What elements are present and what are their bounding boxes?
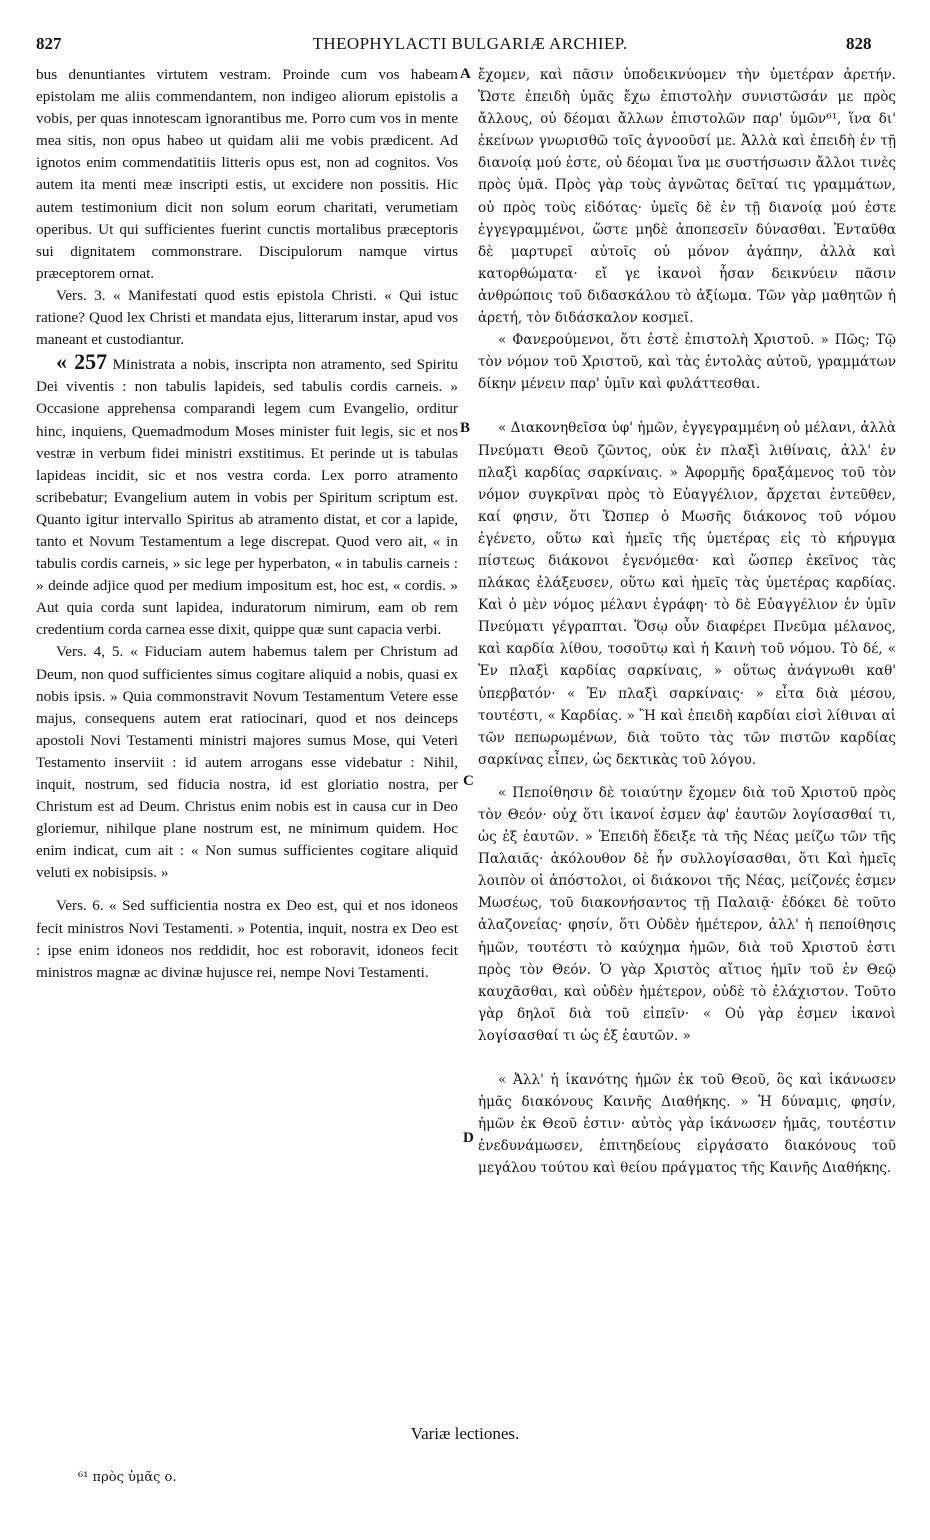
latin-paragraph-1: bus denuntiantes virtutem vestram. Proinde cum vos habeam epistolam me aliis commendantem, non indigeo aliorum epistolis a vobis, per quas innotescam ignorantibus me. Porro cum vos in mente mea sitis, non opus habeo ut quidam alii me vobis prædicent. Ad ignotos enim commendatitiis litteris opus est, non ad cognitos. Vos autem ita menti meæ inscripti estis, ut excidere non possitis. Hic autem testimonium dicit non solum eorum charitati, verumetiam operibus. Ut qui sufficientes fuerint cunctis mortalibus præceptoris sui dignitatem commonstrare. Discipulorum namque virtus præceptorem ornat. <box>36 66 458 282</box>
column-number-257: « 257 <box>56 349 108 375</box>
latin-paragraph-2: Vers. 3. « Manifestati quod estis epistola Christi. « Qui istuc ratione? Quod lex Christi et mandata ejus, litterarum instar, apud vos maneant et custodiantur. <box>36 286 458 349</box>
greek-column <box>478 64 896 1180</box>
variae-lectiones-heading: Variæ lectiones. <box>410 1424 520 1443</box>
page-number-right: 828 <box>846 34 872 53</box>
greek-paragraph-4: « Πεποίθησιν δὲ τοιαύτην ἔχομεν διὰ τοῦ Χριστοῦ πρὸς τὸν Θεόν· οὐχ ὅτι ἱκανοί ἐσμεν ἀφ' ἑαυτῶν λογίσασθαί τι, ὡς ἐξ ἑαυτῶν. » Ἐπειδὴ ἔδειξε τὰ τῆς Νέας μείζω τῶν τῆς Παλαιᾶς· ἀκόλουθον δὲ ἦν συλλογίσασθαι, ὅτι Καὶ ἡμεῖς λοιπὸν οἱ ἀπόστολοι, οἱ διάκονοι τῆς Νέας, μείζονές ἐσμεν Μωσέως, τοῦ διακονήσαντος τῇ Παλαιᾷ· ἐδόκει δὲ τοῦτο ἀλαζονείας· φησίν, ὅτι Οὐδὲν ἡμέτερον, ἀλλ' ἡ πεποίθησις ἡμῶν, τουτέστι τὸ καύχημα ἡμῶν, διὰ τοῦ Χριστοῦ ἐστι πρὸς τὸν Θεόν. Ὁ γὰρ Χριστὸς αἴτιος ἡμῖν τοῦ ἐν Θεῷ καυχᾶσθαι, καὶ οὐδὲν ἡμέτερον, οὐδὲ τὸ ἐλάχιστον. Τοῦτο γὰρ δηλοῖ διὰ τοῦ εἰπεῖν· « Οὐ γὰρ ἐσμεν ἱκανοὶ λογίσασθαί τι ὡς ἐξ ἑαυτῶν. » <box>478 784 896 1044</box>
greek-paragraph-1: ἔχομεν, καὶ πᾶσιν ὑποδεικνύομεν τὴν ὑμετέραν ἀρετήν. Ὥστε ἐπειδὴ ὑμᾶς ἔχω ἐπιστολὴν συνιστῶσάν με πρὸς ἄλλους, οὐ δέομαι ἄλλων ἐπιστολῶν παρ' ὑμῶν⁶¹, ἵνα δι' ἐκείνων γνωρισθῶ τοῖς ἀγνοοῦσί με. Ἀλλὰ καὶ ἐπειδὴ ἐν τῇ διανοίᾳ μού ἐστε, οὐ δέομαι ἵνα με συστήσωσιν ἄλλοι τινὲς πρὸς ὑμᾶ. Πρὸς γὰρ τοὺς ἀγνῶτας δεῖταί τις γραμμάτων, οὐ πρὸς τοὺς εἰδότας· ὑμεῖς δὲ ἐν τῇ διανοίᾳ μού ἐστε ἐγγεγραμμένοι, ὥστε μηδὲ ἀποπεσεῖν δύνασθαι. Ἐνταῦθα δὲ μαρτυρεῖ αὐτοῖς οὐ μόνον ἀγάπην, ἀλλὰ καὶ κατορθώματα· εἴ γε ἱκανοὶ ἦσαν δεικνύειν πᾶσιν ἀνθρώποις τοῦ διδασκάλου τὸ ἀξίωμα. Τῶν γὰρ μαθητῶν ἡ ἀρετή, τὸν διδάσκαλον κοσμεῖ. <box>478 67 896 327</box>
running-title: THEOPHYLACTI BULGARIÆ ARCHIEP. <box>312 34 628 53</box>
greek-paragraph-2: « Φανερούμενοι, ὅτι ἐστὲ ἐπιστολὴ Χριστοῦ. » Πῶς; Τῷ τὸν νόμον τοῦ Χριστοῦ, καὶ τὰς ἐντολὰς αὐτοῦ, γραμμάτων δίκην μένειν παρ' ὑμῖν καὶ φυλάττεσθαι. <box>478 332 896 393</box>
page-number-left: 827 <box>36 34 62 53</box>
greek-paragraph-5: « Ἀλλ' ἡ ἱκανότης ἡμῶν ἐκ τοῦ Θεοῦ, ὃς καὶ ἱκάνωσεν ἡμᾶς διακόνους Καινῆς Διαθήκης. » Ἡ δύναμις, φησίν, ἡμῶν ἐκ Θεοῦ ἐστιν· αὐτὸς γὰρ ἱκάνωσεν ἡμᾶς, τουτέστιν ἐνεδυνάμωσεν, ἐπιτηδείους εἰργάσατο διακόνους τοῦ μεγάλου τούτου καὶ θείου πράγματος τῆς Καινῆς Διαθήκης. <box>478 1072 896 1177</box>
margin-marker-a: A <box>460 66 471 82</box>
footnote: ⁶¹ πρὸς ὑμᾶς ο. <box>78 1470 177 1485</box>
latin-paragraph-3 <box>36 351 458 641</box>
margin-marker-c: C <box>463 773 474 789</box>
margin-marker-d: D <box>463 1130 474 1146</box>
latin-column <box>36 64 458 984</box>
greek-paragraph-3: « Διακονηθεῖσα ὑφ' ἡμῶν, ἐγγεγραμμένη οὐ μέλανι, ἀλλὰ Πνεύματι Θεοῦ ζῶντος, οὐκ ἐν πλαξὶ λιθίναις, ἀλλ' ἐν πλαξὶ καρδίας σαρκίναις. » Ἀφορμῆς δραξάμενος τοῦ τὸν νόμον συγκρῖναι πρὸς τὸ Εὐαγγέλιον, ἄρχεται ἐντεῦθεν, καί φησιν, ὅτι Ὥσπερ ὁ Μωσῆς διάκονος τοῦ νόμου ἐγένετο, οὕτω καὶ ἡμεῖς τῆς ὑμετέρας εἰς τὸ κήρυγμα πίστεως διάκονοι ἐγενόμεθα· καὶ ὥσπερ ἐκεῖνος τὰς πλάκας ἐλάξευσεν, οὕτω καὶ ἡμεῖς τὰς ὑμετέρας καρδίας. Καὶ ὁ μὲν νόμος μέλανι ἐγράφη· τὸ δὲ Εὐαγγέλιον ἐν ὑμῖν Πνεύματι γέγραπται. Ὅσῳ οὖν διαφέρει Πνεῦμα μέλανος, καὶ καρδία λίθου, τοσοῦτῳ καὶ ἡ Καινὴ τοῦ νόμου. Τὸ δέ, « Ἐν πλαξὶ καρδίας σαρκίναις, » οὕτως ἀνάγνωθι καθ' ὑπερβατόν· « Ἐν πλαξὶ σαρκίναις· » εἶτα διὰ μέσου, τουτέστι, « Καρδίας. » Ἢ καὶ ἐπειδὴ καρδίαι εἰσὶ λίθιναι αἱ τῶν πεπωρωμένων, διὰ τοῦτο τὰς τῶν πιστῶν καρδίας σαρκίνας εἶπεν, ὡς δεκτικὰς τοῦ λόγου. <box>478 420 896 768</box>
latin-paragraph-3-text: Ministrata a nobis, inscripta non atramento, sed Spiritu Dei viventis : non tabulis lapideis, sed tabulis cordis carneis. » Occasione apprehensa comparandi legem cum Evangelio, orditur hinc, inquiens, Quemadmodum Moses minister fuit legis, sic et nos vestræ in verbum fidei ministri exstitimus. Et perinde ut is tabulas lapideas incidit, sic et nos vestra corda. Lex porro atramento scribebatur; Evangelium autem in vobis per Spiritum scriptum est. Quanto igitur intervallo Spiritus ab atramento distat, et cor a lapide, tanto et Novum Testamentum a lege discrepat. Quod vero ait, « in tabulis cordis carneis, » sic lege per hyperbaton, « in tabulis carneis : » deinde adjice quod per medium impositum est, hoc est, « cordis. » Aut quia corda sunt lapidea, induratorum nimirum, eam ob rem credentium corda carnea esse dixit, quippe quæ sunt capacia verbi. <box>36 356 458 639</box>
latin-paragraph-5: Vers. 6. « Sed sufficientia nostra ex Deo est, qui et nos idoneos fecit ministros Novi Testamenti. » Potentia, inquit, nostra ex Deo est : ipse enim idoneos nos reddidit, hoc est roboravit, idoneos fecit ministros magnæ ac divinæ hujusce rei, nempe Novi Testamenti. <box>36 897 458 981</box>
latin-paragraph-4: Vers. 4, 5. « Fiduciam autem habemus talem per Christum ad Deum, non quod sufficientes simus cogitare aliquid a nobis, quasi ex nobis ipsis. » Quia commonstravit Novum Testamentum Vetere esse majus, consequens autem erat ratiocinari, quod et nos deinceps apostoli Novi Testamenti ministri majores sumus Mose, qui Veteri Testamento inserviit : id autem arrogans esse videbatur : Nihil, inquit, nostrum, sed fiducia nostra, id est gloriatio nostra, per Christum est ad Deum. Christus enim nobis est in causa cur in Deo gloriemur, nihilque plane nostrum est, ne minimum quidem. Hoc enim indicat, cum ait : « Non sumus sufficientes cogitare aliquid veluti ex nobisipsis. » <box>36 643 458 882</box>
page-header <box>0 34 930 60</box>
margin-marker-b: B <box>460 420 471 436</box>
